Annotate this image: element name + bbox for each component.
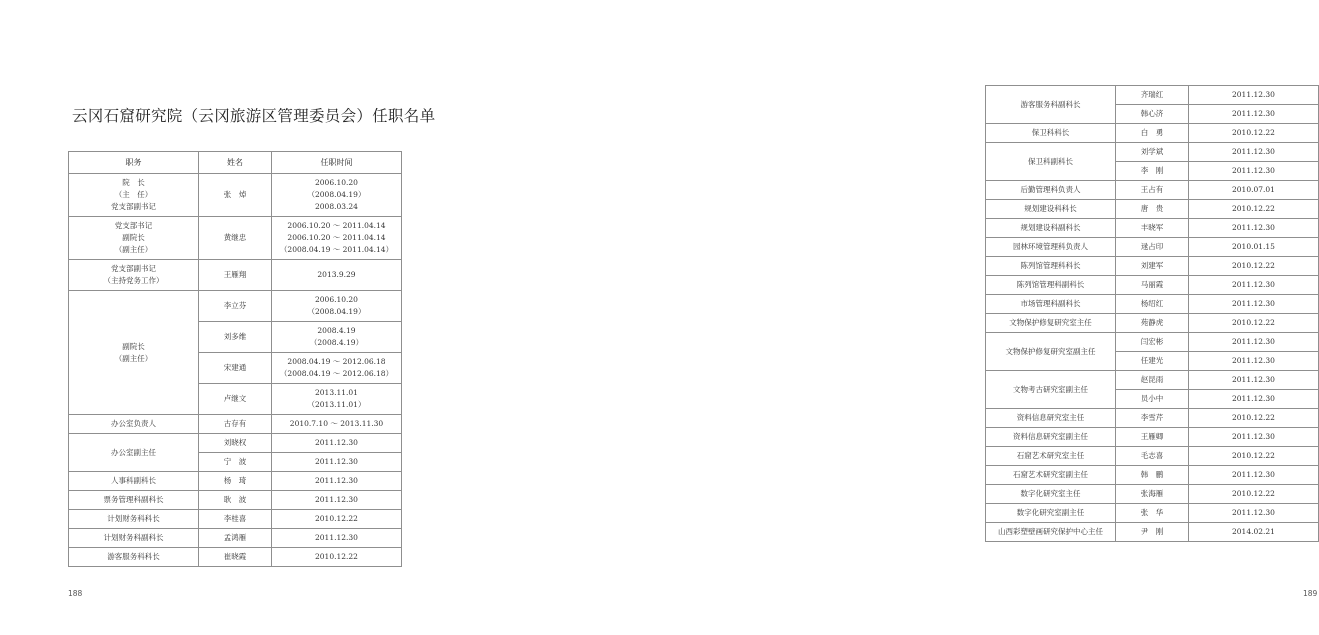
position-cell — [986, 181, 1116, 200]
table-row — [986, 504, 1319, 523]
name-cell: 张 华 — [1116, 504, 1189, 523]
table-row — [986, 409, 1319, 428]
table-row — [986, 219, 1319, 238]
table-row — [986, 428, 1319, 447]
table-row — [69, 217, 402, 260]
name-cell: 杨绍红 — [1116, 295, 1189, 314]
time-text: 2010.12.22 — [1232, 128, 1275, 137]
position-cell — [986, 466, 1116, 485]
page-number: 188 — [68, 589, 83, 598]
time-cell — [1189, 371, 1319, 390]
name-cell: 赵昆雨 — [1116, 371, 1189, 390]
time-cell — [1189, 409, 1319, 428]
position-cell — [69, 491, 199, 510]
name-cell: 宋建通 — [199, 353, 272, 384]
position-text: 保卫科副科长 — [1028, 156, 1073, 166]
position-text: 市场管理科副科长 — [1020, 299, 1081, 308]
position-cell — [986, 409, 1116, 428]
position-cell — [69, 217, 199, 260]
position-cell — [986, 523, 1116, 542]
name-cell: 刘晓权 — [199, 434, 272, 453]
time-text: 2011.12.30 — [1232, 109, 1275, 118]
table-row — [986, 295, 1319, 314]
position-text: 党支部副书记 — [111, 202, 156, 211]
name-cell: 李立芬 — [199, 291, 272, 322]
time-text: 2011.12.30 — [1232, 147, 1275, 156]
table-row — [69, 291, 402, 322]
name-cell: 王占有 — [1116, 181, 1189, 200]
time-text: （2008.04.19） — [307, 307, 366, 316]
position-cell — [986, 314, 1116, 333]
table-row — [986, 257, 1319, 276]
time-text: （2008.4.19） — [309, 338, 364, 347]
position-cell — [69, 510, 199, 529]
time-text: 2013.9.29 — [317, 270, 356, 279]
position-text: 山西彩塑壁画研究保护中心主任 — [998, 527, 1103, 536]
position-cell — [69, 548, 199, 567]
time-text: 2010.7.10 ～ 2013.11.30 — [289, 419, 384, 428]
table-row — [69, 472, 402, 491]
time-cell — [272, 174, 402, 217]
time-text: 2011.12.30 — [1232, 470, 1275, 479]
position-cell — [69, 174, 199, 217]
time-cell — [1189, 352, 1319, 371]
time-cell — [1189, 105, 1319, 124]
time-cell — [1189, 238, 1319, 257]
position-text: 党支部副书记 — [111, 264, 156, 273]
name-cell: 刘学斌 — [1116, 143, 1189, 162]
time-text: 2011.12.30 — [1232, 280, 1275, 289]
position-cell — [986, 333, 1116, 371]
time-cell — [272, 322, 402, 353]
time-cell — [272, 415, 402, 434]
table-row — [69, 529, 402, 548]
position-cell — [69, 260, 199, 291]
table-row — [69, 491, 402, 510]
time-cell — [1189, 447, 1319, 466]
position-cell — [986, 504, 1116, 523]
time-cell — [272, 291, 402, 322]
position-cell — [986, 86, 1116, 124]
time-cell — [1189, 504, 1319, 523]
name-cell: 尹 刚 — [1116, 523, 1189, 542]
time-text: 2010.12.22 — [1232, 489, 1275, 498]
time-cell — [1189, 143, 1319, 162]
name-cell: 王雁卿 — [1116, 428, 1189, 447]
time-cell — [272, 529, 402, 548]
name-cell: 毛志喜 — [1116, 447, 1189, 466]
time-cell — [272, 434, 402, 453]
time-text: 2010.12.22 — [315, 514, 358, 523]
position-cell — [986, 200, 1116, 219]
position-cell — [986, 295, 1116, 314]
time-text: 2011.12.30 — [315, 533, 358, 542]
name-cell: 张 焯 — [199, 174, 272, 217]
table-row — [69, 510, 402, 529]
table-row — [986, 314, 1319, 333]
name-cell: 崔晓霞 — [199, 548, 272, 567]
time-text: 2014.02.21 — [1232, 527, 1275, 536]
position-text: 石窟艺术研究室主任 — [1016, 451, 1085, 460]
time-text: 2010.07.01 — [1232, 185, 1275, 194]
time-cell — [272, 472, 402, 491]
time-text: 2011.12.30 — [1232, 90, 1275, 99]
time-text: 2011.12.30 — [1232, 356, 1275, 365]
appointment-table-right — [985, 85, 1319, 542]
position-text: （主持党务工作） — [103, 276, 164, 285]
name-cell: 马丽霞 — [1116, 276, 1189, 295]
time-text: 2011.12.30 — [1232, 394, 1275, 403]
time-cell — [1189, 124, 1319, 143]
position-cell — [986, 257, 1116, 276]
time-text: 2006.10.20 ～ 2011.04.14 — [287, 221, 386, 230]
name-cell: 苑静虎 — [1116, 314, 1189, 333]
table-row — [69, 260, 402, 291]
table-row — [986, 371, 1319, 390]
time-text: （2008.04.19） — [307, 190, 366, 199]
table-row — [986, 143, 1319, 162]
name-cell: 白 勇 — [1116, 124, 1189, 143]
time-cell — [1189, 314, 1319, 333]
name-cell: 杨 琦 — [199, 472, 272, 491]
time-cell — [1189, 523, 1319, 542]
time-text: 2011.12.30 — [1232, 508, 1275, 517]
position-cell — [69, 472, 199, 491]
position-cell — [69, 291, 199, 415]
time-text: 2008.03.24 — [315, 202, 358, 211]
time-cell — [1189, 200, 1319, 219]
table-row — [986, 238, 1319, 257]
name-cell: 刘建军 — [1116, 257, 1189, 276]
position-text: 数字化研究室副主任 — [1016, 508, 1085, 517]
position-text: 办公室副主任 — [111, 447, 156, 457]
time-text: 2011.12.30 — [1232, 432, 1275, 441]
name-cell: 丰晓军 — [1116, 219, 1189, 238]
position-text: 办公室负责人 — [111, 419, 156, 428]
name-cell: 唐 贵 — [1116, 200, 1189, 219]
time-cell — [1189, 162, 1319, 181]
position-cell — [986, 124, 1116, 143]
position-cell — [986, 371, 1116, 409]
position-text: 院 长 — [122, 178, 145, 187]
name-cell: 李 刚 — [1116, 162, 1189, 181]
time-text: 2010.01.15 — [1232, 242, 1275, 251]
header-name: 姓名 — [199, 152, 272, 174]
table-row — [69, 548, 402, 567]
table-row — [986, 124, 1319, 143]
table-row — [986, 276, 1319, 295]
time-cell — [272, 548, 402, 567]
position-text: 数字化研究室主任 — [1020, 489, 1081, 498]
time-text: 2010.12.22 — [1232, 318, 1275, 327]
position-text: 保卫科科长 — [1031, 128, 1070, 137]
position-text: 计划财务科副科长 — [103, 533, 164, 542]
time-text: 2006.10.20 — [315, 178, 358, 187]
table-row — [69, 434, 402, 453]
table-row — [986, 447, 1319, 466]
time-cell — [1189, 428, 1319, 447]
time-text: 2010.12.22 — [1232, 204, 1275, 213]
time-text: 2008.4.19 — [317, 326, 356, 335]
position-text: 副院长 — [122, 233, 145, 242]
position-cell — [986, 485, 1116, 504]
header-position: 职务 — [69, 152, 199, 174]
table-row — [986, 200, 1319, 219]
time-cell — [1189, 219, 1319, 238]
position-text: 人事科副科长 — [111, 476, 156, 485]
right-page — [462, 0, 1318, 635]
position-text: （主 任） — [114, 190, 153, 199]
name-cell: 耿 波 — [199, 491, 272, 510]
name-cell: 任建光 — [1116, 352, 1189, 371]
time-cell — [1189, 466, 1319, 485]
name-cell: 古存有 — [199, 415, 272, 434]
name-cell: 王雁翔 — [199, 260, 272, 291]
position-text: 园林环境管理科负责人 — [1013, 242, 1088, 251]
position-text: 规划建设科副科长 — [1020, 223, 1081, 232]
time-text: 2011.12.30 — [315, 476, 358, 485]
time-text: 2011.12.30 — [1232, 166, 1275, 175]
position-text: 游客服务科科长 — [107, 552, 160, 561]
time-cell — [1189, 485, 1319, 504]
position-text: 票务管理科副科长 — [103, 495, 164, 504]
time-text: 2006.10.20 ～ 2011.04.14 — [287, 233, 386, 242]
time-cell — [272, 353, 402, 384]
time-cell — [1189, 333, 1319, 352]
page-number: 189 — [1303, 589, 1318, 598]
time-text: 2010.12.22 — [1232, 261, 1275, 270]
position-text: 资料信息研究室主任 — [1016, 413, 1085, 422]
table-row — [986, 333, 1319, 352]
position-cell — [986, 447, 1116, 466]
time-text: 2010.12.22 — [315, 552, 358, 561]
table-row — [69, 415, 402, 434]
time-cell — [272, 384, 402, 415]
time-cell — [1189, 86, 1319, 105]
position-text: 游客服务科副科长 — [1020, 99, 1081, 109]
position-text: 文物保护修复研究室副主任 — [1005, 346, 1096, 356]
name-cell: 韩心济 — [1116, 105, 1189, 124]
time-cell — [272, 217, 402, 260]
left-page — [0, 0, 462, 635]
name-cell: 刘多维 — [199, 322, 272, 353]
time-text: 2013.11.01 — [315, 388, 358, 397]
name-cell: 卢继文 — [199, 384, 272, 415]
table-row — [69, 174, 402, 217]
table-row — [986, 181, 1319, 200]
name-cell: 李桂喜 — [199, 510, 272, 529]
time-cell — [1189, 390, 1319, 409]
position-cell — [986, 276, 1116, 295]
position-cell — [69, 434, 199, 472]
time-text: 2011.12.30 — [1232, 337, 1275, 346]
page-title: 云冈石窟研究院（云冈旅游区管理委员会）任职名单 — [72, 107, 436, 125]
name-cell: 逯占印 — [1116, 238, 1189, 257]
name-cell: 闫宏彬 — [1116, 333, 1189, 352]
name-cell: 张海雁 — [1116, 485, 1189, 504]
name-cell: 黄继忠 — [199, 217, 272, 260]
time-text: 2010.12.22 — [1232, 413, 1275, 422]
name-cell: 齐瑞红 — [1116, 86, 1189, 105]
time-cell — [272, 260, 402, 291]
name-cell: 孟鸿雁 — [199, 529, 272, 548]
time-text: （2008.04.19 ～ 2011.04.14） — [279, 245, 394, 254]
position-text: （副主任） — [114, 353, 153, 363]
position-text: （副主任） — [114, 245, 153, 254]
appointment-table-left — [68, 151, 402, 567]
time-text: 2011.12.30 — [1232, 299, 1275, 308]
name-cell: 韩 鹏 — [1116, 466, 1189, 485]
position-text: 党支部书记 — [114, 221, 153, 230]
time-text: （2013.11.01） — [307, 400, 366, 409]
name-cell: 宁 波 — [199, 453, 272, 472]
time-text: 2008.04.19 ～ 2012.06.18 — [287, 357, 386, 366]
time-text: （2008.04.19 ～ 2012.06.18） — [279, 369, 394, 378]
position-text: 陈列馆管理科科长 — [1020, 261, 1081, 270]
time-cell — [1189, 181, 1319, 200]
time-cell — [1189, 257, 1319, 276]
name-cell: 李雪芹 — [1116, 409, 1189, 428]
table-row — [986, 466, 1319, 485]
table-row — [986, 86, 1319, 105]
position-text: 文物考古研究室副主任 — [1013, 384, 1088, 394]
time-text: 2011.12.30 — [315, 495, 358, 504]
time-cell — [1189, 276, 1319, 295]
position-text: 计划财务科科长 — [107, 514, 160, 523]
position-cell — [986, 428, 1116, 447]
position-text: 石窟艺术研究室副主任 — [1013, 470, 1088, 479]
position-text: 规划建设科科长 — [1024, 204, 1077, 213]
position-text: 副院长 — [122, 341, 145, 351]
position-text: 资料信息研究室副主任 — [1013, 432, 1088, 441]
position-text: 文物保护修复研究室主任 — [1009, 318, 1092, 327]
time-cell — [272, 491, 402, 510]
position-cell — [986, 238, 1116, 257]
position-text: 陈列馆管理科副科长 — [1016, 280, 1085, 289]
time-text: 2011.12.30 — [1232, 223, 1275, 232]
position-cell — [69, 415, 199, 434]
table-row — [986, 523, 1319, 542]
position-cell — [986, 219, 1116, 238]
position-text: 后勤管理科负责人 — [1020, 185, 1081, 194]
time-cell — [272, 510, 402, 529]
time-cell — [272, 453, 402, 472]
time-cell — [1189, 295, 1319, 314]
name-cell: 员小中 — [1116, 390, 1189, 409]
position-cell — [69, 529, 199, 548]
time-text: 2011.12.30 — [315, 457, 358, 466]
time-text: 2006.10.20 — [315, 295, 358, 304]
header-time: 任职时间 — [272, 152, 402, 174]
time-text: 2011.12.30 — [315, 438, 358, 447]
time-text: 2010.12.22 — [1232, 451, 1275, 460]
time-text: 2011.12.30 — [1232, 375, 1275, 384]
table-row — [986, 485, 1319, 504]
position-cell — [986, 143, 1116, 181]
